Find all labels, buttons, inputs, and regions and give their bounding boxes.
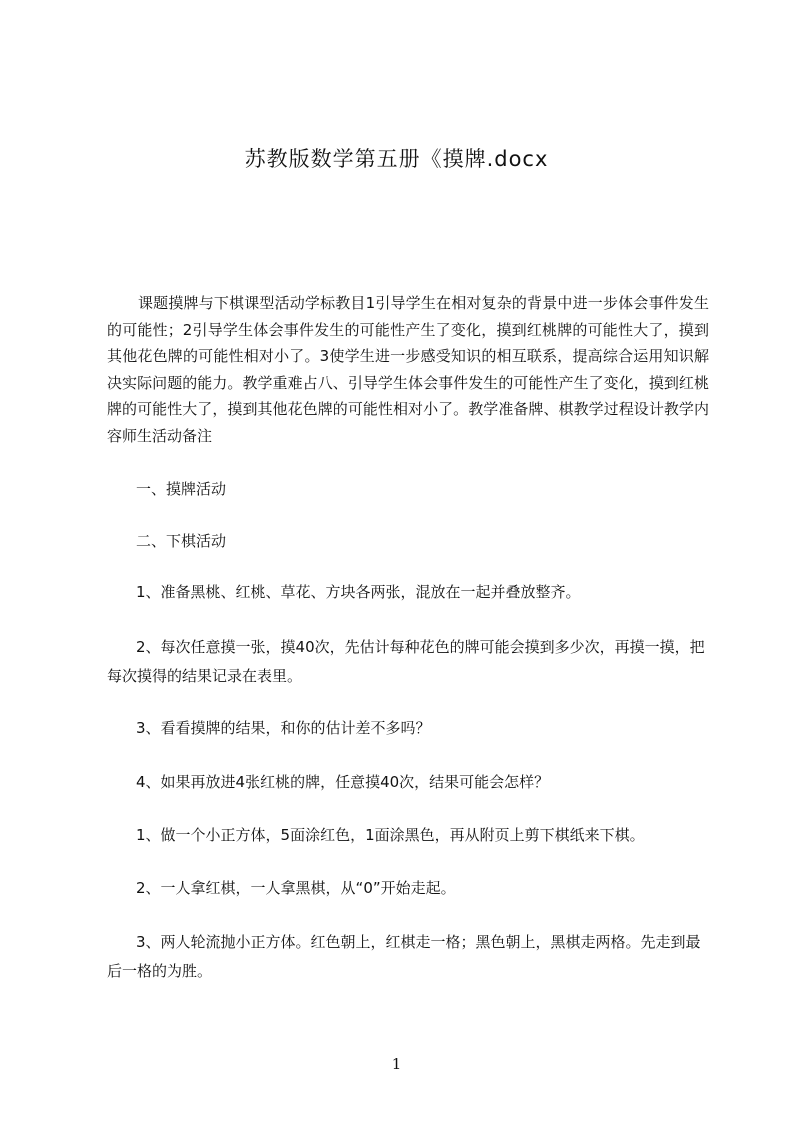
paragraph-chess-step-2: 2、一人拿红棋，一人拿黑棋，从“0”开始走起。: [136, 879, 456, 897]
section-heading-card-activity: 一、摸牌活动: [136, 480, 227, 498]
document-title: 苏教版数学第五册《摸牌.docx: [244, 147, 549, 171]
paragraph-step-3: 3、看看摸牌的结果，和你的估计差不多吗？: [136, 719, 431, 737]
paragraph-chess-step-3: 3、两人轮流抛小正方体。红色朝上，红棋走一格；黑色朝上，黑棋走两格。先走到最后一格的为胜。: [107, 933, 701, 980]
paragraph-step-4: 4、如果再放进4张红桃的牌，任意摸40次，结果可能会怎样？: [136, 773, 550, 791]
paragraph-step-1: 1、准备黑桃、红桃、草花、方块各两张，混放在一起并叠放整齐。: [136, 583, 581, 601]
page-number: 1: [391, 1055, 402, 1073]
paragraph-step-2: 2、每次任意摸一张，摸40次，先估计每种花色的牌可能会摸到多少次，再摸一摸，把每次摸得的结果记录在表里。: [107, 638, 705, 685]
section-heading-chess-activity: 二、下棋活动: [136, 532, 227, 550]
paragraph-chess-step-1: 1、做一个小正方体，5面涂红色，1面涂黑色，再从附页上剪下棋纸来下棋。: [136, 826, 645, 844]
intro-paragraph: 课题摸牌与下棋课型活动学标教目1引导学生在相对复杂的背景中进一步体会事件发生的可能性；2引导学生体会事件发生的可能性产生了变化，摸到红桃牌的可能性大了，摸到其他花色牌的可能性相对小了。3使学生进一步感受知识的相互联系，提高综合运用知识解决实际问题的能力。教学重难占八、引导学生体会事件发生的可能性产生了变化，摸到红桃牌的可能性大了，摸到其他花色牌的可能性相对小了。教学准备牌、棋教学过程设计教学内容师生活动备注: [107, 294, 709, 445]
